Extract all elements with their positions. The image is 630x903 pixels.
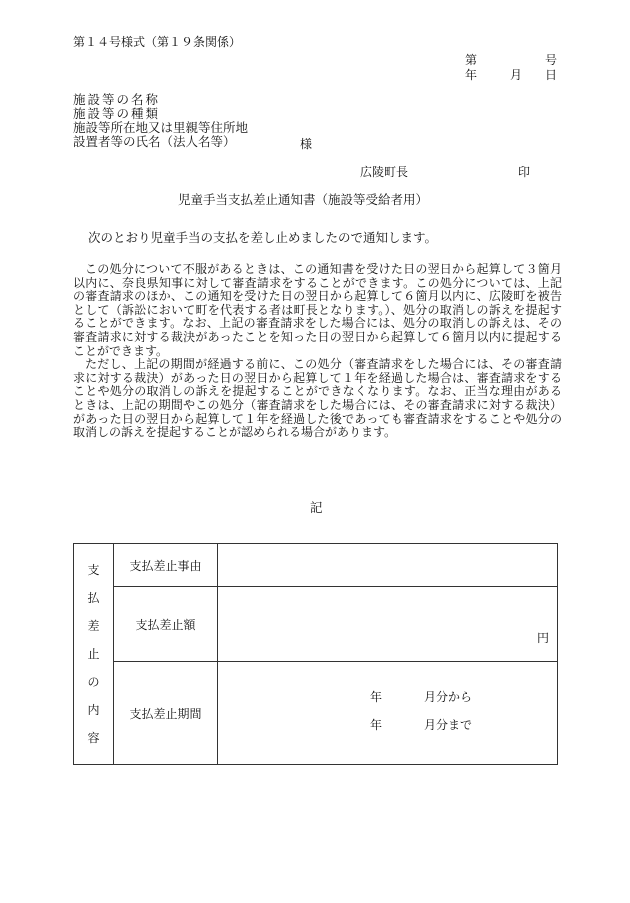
period-from-year: 年	[370, 690, 383, 704]
vertical-char: 内	[87, 703, 100, 717]
date-month: 月	[510, 68, 523, 82]
vertical-label-cell	[74, 544, 114, 765]
suspension-details-table	[73, 543, 558, 765]
vertical-char: 差	[87, 619, 100, 633]
founder-name-label: 設置者等の氏名（法人名等）	[73, 134, 236, 149]
document-title: 児童手当支払差止通知書（施設等受給者用）	[178, 192, 429, 207]
doc-number-prefix: 第	[465, 53, 478, 67]
ki-heading: 記	[310, 500, 323, 515]
facility-name-label: 施設等の名称	[73, 92, 161, 107]
honorific: 様	[300, 137, 313, 151]
seal-mark: 印	[518, 165, 531, 179]
period-to-year: 年	[370, 718, 383, 732]
lead-sentence: 次のとおり児童手当の支払を差し止めましたので通知します。	[88, 230, 438, 245]
period-value[interactable]	[218, 662, 558, 765]
notice-text	[73, 263, 562, 440]
period-label: 支払差止期間	[114, 662, 218, 765]
reason-label: 支払差止事由	[114, 544, 218, 587]
amount-label: 支払差止額	[114, 587, 218, 662]
vertical-label	[74, 562, 113, 746]
vertical-char: 容	[87, 731, 100, 745]
amount-value[interactable]	[218, 587, 558, 662]
vertical-char: の	[87, 675, 100, 689]
yen-unit: 円	[536, 631, 549, 645]
notice-paragraph-2: ただし、上記の期間が経過する前に、この処分（審査請求をした場合には、その審査請求に対する裁決）があった日の翌日から起算して１年を経過した場合は、審査請求をすることや処分の取消しの訴えを提起することができなくなります。なお、正当な理由があるときは、上記の期間やこの処分（審査請求をした場合には、その審査請求に対する裁決）があった日の翌日から起算して１年を経過した後であっても審査請求をすることや処分の取消しの訴えを提起することが認められる場合があります。	[73, 357, 562, 440]
issuer-title: 広陵町長	[360, 165, 409, 179]
doc-number-suffix: 号	[545, 53, 558, 67]
period-from	[370, 688, 472, 705]
period-to-month: 月分まで	[424, 718, 473, 732]
date-day: 日	[545, 68, 558, 82]
facility-type-label: 施設等の種類	[73, 106, 161, 121]
facility-address-label: 施設等所在地又は里親等住所地	[73, 120, 249, 135]
period-to	[370, 716, 472, 733]
form-number: 第１４号様式（第１９条関係）	[73, 35, 242, 49]
period-from-month: 月分から	[424, 690, 473, 704]
vertical-char: 支	[87, 563, 100, 577]
vertical-char: 払	[87, 591, 100, 605]
reason-value[interactable]	[218, 544, 558, 587]
date-year: 年	[465, 68, 478, 82]
notice-paragraph-1: この処分について不服があるときは、この通知書を受けた日の翌日から起算して３箇月以内に、奈良県知事に対して審査請求をすることができます。この処分については、上記の審査請求のほか、この通知を受けた日の翌日から起算して６箇月以内に、広陵町を被告として（訴訟において町を代表する者は町長となります。）、処分の取消しの訴えを提起することができます。なお、上記の審査請求をした場合には、処分の取消しの訴えは、その審査請求に対する裁決があったことを知った日の翌日から起算して６箇月以内に提起することができます。	[73, 262, 562, 358]
vertical-char: 止	[87, 647, 100, 661]
